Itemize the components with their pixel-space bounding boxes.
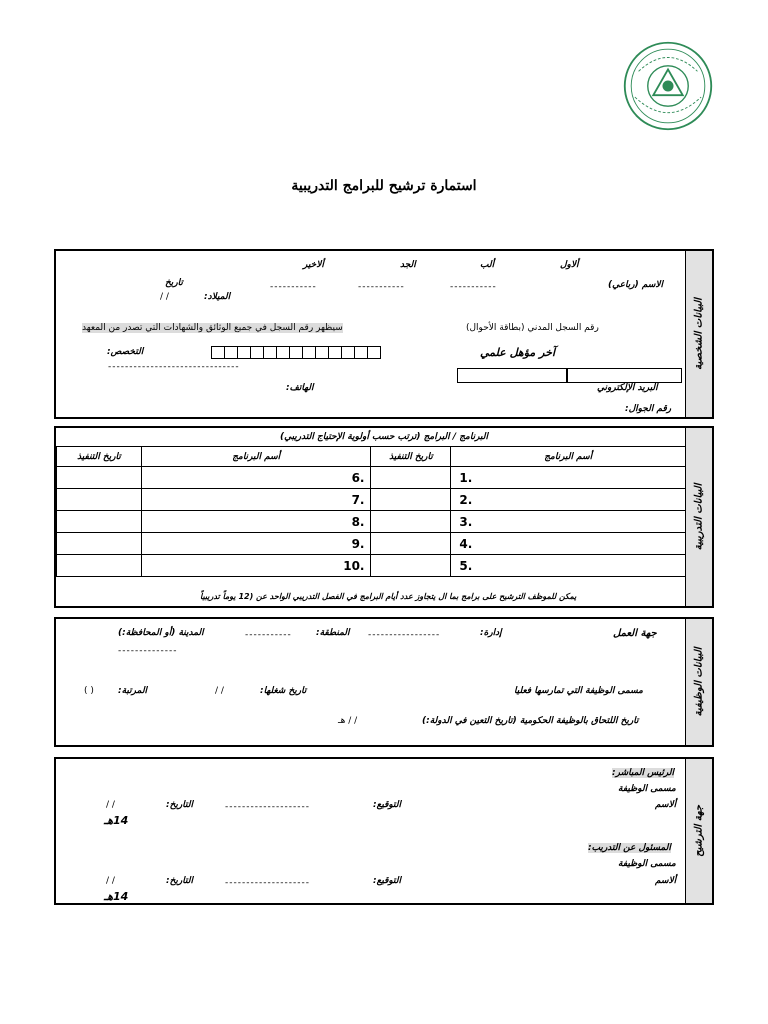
institute-seal-logo bbox=[622, 40, 714, 132]
row-number: 6. bbox=[351, 470, 365, 485]
row-number: 10. bbox=[343, 558, 365, 573]
row-number: 1. bbox=[459, 470, 473, 485]
phone-label: الهاتف: bbox=[286, 383, 314, 393]
last-name-label: ألاخير bbox=[303, 260, 324, 270]
manager-year-field: 14هـ bbox=[104, 814, 129, 827]
email-field-2[interactable] bbox=[567, 368, 682, 383]
row-number: 9. bbox=[351, 536, 365, 551]
officer-job-title-label: مسمى الوظيفة bbox=[618, 859, 676, 869]
form-title: استمارة ترشيح للبرامج التدريبية bbox=[291, 178, 477, 194]
grandfather-name-label: الجد bbox=[400, 260, 416, 270]
city-label: المدينة (أو المحافظة:) bbox=[118, 628, 204, 638]
civil-id-digit-boxes[interactable] bbox=[212, 346, 381, 359]
mobile-label: رقم الجوال: bbox=[625, 404, 672, 414]
personal-sidebar bbox=[685, 251, 712, 417]
programs-table bbox=[56, 446, 686, 577]
birth-date-field[interactable]: / / bbox=[160, 292, 169, 302]
job-sidebar bbox=[685, 619, 712, 745]
program-name-field[interactable] bbox=[141, 489, 371, 511]
col-date-right: تاريخ التنفيذ bbox=[371, 447, 451, 467]
program-name-field[interactable] bbox=[451, 533, 686, 555]
full-name-label[interactable]: الاسم (رباعي) bbox=[608, 280, 663, 290]
table-row bbox=[57, 533, 686, 555]
officer-date-field[interactable]: / / bbox=[106, 876, 115, 886]
father-name-field[interactable]: ----------- bbox=[358, 282, 405, 292]
first-name-label: ألاول bbox=[560, 260, 579, 270]
manager-label: الرئيس المباشر: bbox=[612, 768, 675, 778]
programs-heading: البرنامج / البرامج (ترتب حسب أولوية الإحتياج التدريبي) bbox=[279, 432, 489, 442]
program-date-field[interactable] bbox=[371, 467, 451, 489]
officer-date-label: التاريخ: bbox=[166, 876, 193, 886]
city-field[interactable]: -------------- bbox=[118, 646, 178, 656]
region-field[interactable]: ----------- bbox=[245, 630, 292, 640]
programs-footnote: يمكن للموظف الترشيح على برامج بما ال يتجاوز عدد أيام البرامج في الفصل التدريبي الواحد عن (12 يوماً تدريبياً bbox=[200, 592, 577, 601]
department-label: إدارة: bbox=[480, 628, 502, 638]
manager-job-title-label: مسمى الوظيفة bbox=[618, 784, 676, 794]
civil-id-note: سيظهر رقم السجل في جميع الوثائق والشهادات التي تصدر من المعهد bbox=[82, 323, 343, 333]
program-date-field[interactable] bbox=[57, 511, 142, 533]
program-date-field[interactable] bbox=[371, 533, 451, 555]
grade-field[interactable]: ( ) bbox=[84, 686, 94, 696]
program-name-field[interactable] bbox=[451, 467, 686, 489]
first-name-field[interactable]: ----------- bbox=[450, 282, 497, 292]
job-side-label: البيانات الوظيفية bbox=[693, 647, 705, 717]
program-date-field[interactable] bbox=[371, 489, 451, 511]
officer-year-field: 14هـ bbox=[104, 890, 129, 903]
row-number: 8. bbox=[351, 514, 365, 529]
program-name-field[interactable] bbox=[141, 467, 371, 489]
table-row bbox=[57, 467, 686, 489]
approval-sidebar bbox=[685, 759, 712, 903]
row-number: 2. bbox=[459, 492, 473, 507]
personal-side-label: البيانات الشخصية bbox=[693, 298, 705, 370]
col-date-left: تاريخ التنفيذ bbox=[57, 447, 142, 467]
programs-sidebar bbox=[685, 428, 712, 606]
program-name-field[interactable] bbox=[141, 511, 371, 533]
specialization-label: التخصص: bbox=[107, 347, 144, 357]
manager-signature-label: التوقيع: bbox=[373, 800, 402, 810]
col-name-right: أسم البرنامج bbox=[451, 447, 686, 467]
manager-date-field[interactable]: / / bbox=[106, 800, 115, 810]
specialization-field[interactable]: ------------------------------- bbox=[108, 362, 240, 372]
birth-date-label: تاريخ bbox=[165, 278, 183, 288]
row-number: 4. bbox=[459, 536, 473, 551]
program-date-field[interactable] bbox=[371, 555, 451, 577]
program-name-field[interactable] bbox=[451, 555, 686, 577]
father-name-label: ألب bbox=[480, 260, 495, 270]
job-since-label: تاريخ شغلها: bbox=[260, 686, 307, 696]
manager-signature-field[interactable]: -------------------- bbox=[225, 802, 310, 812]
birth-date-label-2: الميلاد: bbox=[204, 292, 231, 302]
table-row bbox=[57, 489, 686, 511]
row-number: 5. bbox=[459, 558, 473, 573]
email-label: البريد الإلكتروني bbox=[597, 383, 658, 393]
manager-date-label: التاريخ: bbox=[166, 800, 193, 810]
col-name-left: أسم البرنامج bbox=[141, 447, 371, 467]
qualification-label: آخر مؤهل علمي bbox=[480, 346, 556, 359]
region-label: المنطقة: bbox=[316, 628, 350, 638]
program-date-field[interactable] bbox=[371, 511, 451, 533]
approval-side-label: جهة الترشيح bbox=[693, 805, 705, 857]
department-field[interactable]: ----------------- bbox=[368, 630, 441, 640]
program-name-field[interactable] bbox=[451, 511, 686, 533]
program-date-field[interactable] bbox=[57, 467, 142, 489]
grade-label: المرتبة: bbox=[118, 686, 148, 696]
officer-signature-label: التوقيع: bbox=[373, 876, 402, 886]
officer-name-label: ألاسم bbox=[655, 876, 677, 886]
email-field[interactable] bbox=[457, 368, 567, 383]
personal-info-section bbox=[54, 249, 714, 419]
job-since-field[interactable]: / / bbox=[215, 686, 224, 696]
civil-id-label: رقم السجل المدني (بطاقة الأحوال) bbox=[466, 323, 599, 333]
manager-name-label: ألاسم bbox=[655, 800, 677, 810]
program-date-field[interactable] bbox=[57, 555, 142, 577]
program-name-field[interactable] bbox=[141, 555, 371, 577]
row-number: 7. bbox=[351, 492, 365, 507]
table-row bbox=[57, 511, 686, 533]
employer-label: جهة العمل bbox=[613, 628, 657, 639]
officer-signature-field[interactable]: -------------------- bbox=[225, 878, 310, 888]
program-date-field[interactable] bbox=[57, 533, 142, 555]
program-name-field[interactable] bbox=[141, 533, 371, 555]
gov-join-label: تاريخ اللتحاق بالوظيفة الحكومية (تاريخ التعين في الدولة:) bbox=[422, 716, 639, 726]
row-number: 3. bbox=[459, 514, 473, 529]
last-name-field[interactable]: ----------- bbox=[270, 282, 317, 292]
program-date-field[interactable] bbox=[57, 489, 142, 511]
program-name-field[interactable] bbox=[451, 489, 686, 511]
training-officer-label: المسئول عن التدريب: bbox=[588, 843, 671, 853]
job-title-label: مسمى الوظيفة التي تمارسها فعليا bbox=[514, 686, 644, 696]
gov-join-field[interactable]: / / هـ bbox=[338, 716, 358, 726]
table-row bbox=[57, 555, 686, 577]
programs-side-label: البيانات التدريبية bbox=[693, 483, 705, 551]
